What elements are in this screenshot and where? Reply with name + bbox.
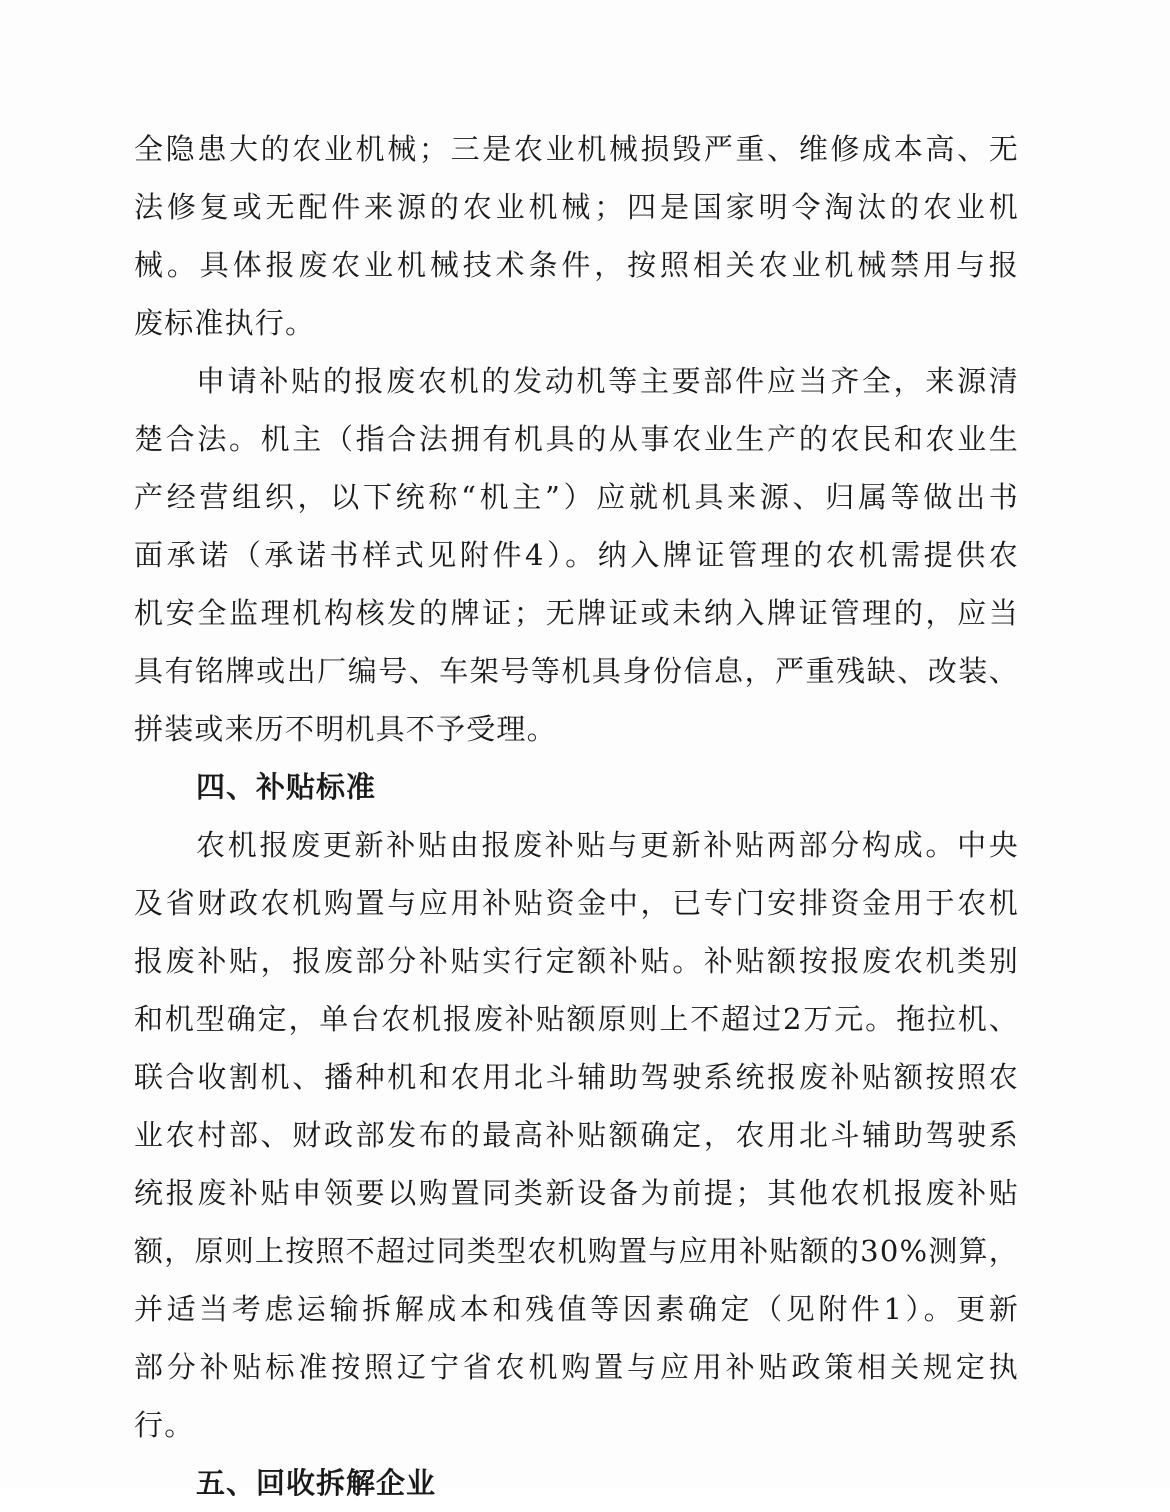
text-line: 面承诺（承诺书样式见附件4）。纳入牌证管理的农机需提供农 [134,538,1019,572]
text-line: 机安全监理机构核发的牌证；无牌证或未纳入牌证管理的，应当 [134,596,1019,630]
text-line: 行。 [134,1408,195,1442]
text-line: 全隐患大的农业机械；三是农业机械损毁严重、维修成本高、无 [134,132,1019,166]
paragraph-1 [134,120,1019,352]
body-text [134,120,1019,1512]
text-line: 拼装或来历不明机具不予受理。 [134,712,557,746]
text-line: 额，原则上按照不超过同类型农机购置与应用补贴额的30%测算， [134,1234,1019,1268]
section-heading-recycling-enterprise: 五、回收拆解企业 [196,1466,437,1500]
paragraph-subsidy-standard [134,816,1019,1454]
text-line: 部分补贴标准按照辽宁省农机购置与应用补贴政策相关规定执 [134,1350,1019,1384]
text-line: 统报废补贴申领要以购置同类新设备为前提；其他农机报废补贴 [134,1176,1019,1210]
text-line: 具有铭牌或出厂编号、车架号等机具身份信息，严重残缺、改装、 [134,654,1019,688]
text-line: 联合收割机、播种机和农用北斗辅助驾驶系统报废补贴额按照农 [134,1060,1019,1094]
text-line: 法修复或无配件来源的农业机械；四是国家明令淘汰的农业机 [134,190,1019,224]
text-line: 农机报废更新补贴由报废补贴与更新补贴两部分构成。中央 [196,828,1019,862]
text-line: 械。具体报废农业机械技术条件，按照相关农业机械禁用与报 [134,248,1019,282]
text-line: 废标准执行。 [134,306,316,340]
text-line: 并适当考虑运输拆解成本和残值等因素确定（见附件1）。更新 [134,1292,1019,1326]
text-line: 和机型确定，单台农机报废补贴额原则上不超过2万元。拖拉机、 [134,1002,1019,1036]
paragraph-2 [134,352,1019,758]
section-heading-subsidy-standard: 四、补贴标准 [196,770,377,804]
text-line: 报废补贴，报废部分补贴实行定额补贴。补贴额按报废农机类别 [134,944,1019,978]
text-line: 申请补贴的报废农机的发动机等主要部件应当齐全，来源清 [196,364,1019,398]
text-line: 及省财政农机购置与应用补贴资金中，已专门安排资金用于农机 [134,886,1019,920]
text-line: 业农村部、财政部发布的最高补贴额确定，农用北斗辅助驾驶系 [134,1118,1019,1152]
text-line: 产经营组织，以下统称“机主”）应就机具来源、归属等做出书 [134,480,1019,514]
text-line: 楚合法。机主（指合法拥有机具的从事农业生产的农民和农业生 [134,422,1019,456]
